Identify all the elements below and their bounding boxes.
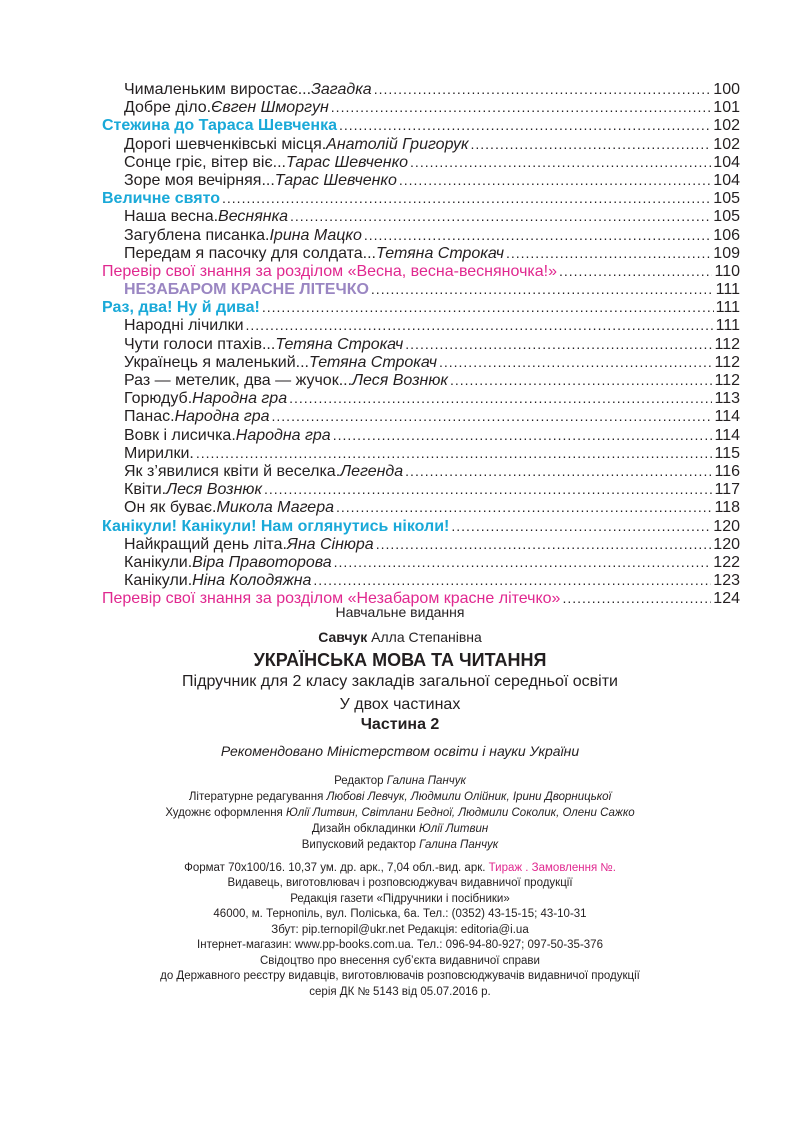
- edition-type: Навчальне видання: [335, 604, 465, 620]
- dot-leader: [376, 535, 712, 553]
- dot-leader: [262, 298, 714, 316]
- toc-author: Тарас Шевченко: [285, 153, 409, 171]
- toc-page-number: 102: [713, 135, 740, 153]
- toc-section-heading: [102, 116, 740, 134]
- toc-author: Анатолій Григорук: [326, 135, 469, 153]
- toc-author: Євген Шморгун: [211, 99, 329, 117]
- toc-entry: [102, 171, 740, 189]
- parts-note: У двох частинах: [339, 696, 461, 713]
- toc-title: Українець я маленький...: [124, 353, 309, 371]
- toc-title: Найкращий день літа.: [124, 535, 287, 553]
- toc-title: Величне свято: [102, 190, 221, 208]
- toc-page-number: 117: [714, 481, 740, 499]
- toc-page-number: 111: [715, 299, 740, 317]
- toc-title: Добре діло.: [124, 99, 212, 117]
- toc-entry: [102, 80, 740, 98]
- toc-entry: [102, 498, 740, 516]
- author-name: Алла Степанівна: [367, 629, 482, 645]
- toc-page-number: 115: [714, 444, 740, 462]
- toc-title: Сонце гріє, вітер віє...: [124, 153, 286, 171]
- toc-page-number: 102: [713, 117, 740, 135]
- toc-title: Передам я пасочку для солдата...: [124, 244, 376, 262]
- toc-entry: [102, 571, 740, 589]
- toc-title: Чути голоси птахів...: [124, 335, 276, 353]
- credit-value: Любові Левчук, Людмили Олійник, Ірини Дворницької: [326, 791, 612, 803]
- dot-leader: [410, 153, 711, 171]
- author-surname: Савчук: [318, 629, 368, 645]
- toc-title: Канікули.: [124, 572, 193, 590]
- toc-author: Народна гра: [192, 390, 288, 408]
- toc-author: Тетяна Строкач: [275, 335, 404, 353]
- toc-section-heading: [102, 517, 740, 535]
- toc-title: Зоре моя вечірняя...: [124, 171, 275, 189]
- format-text: Формат 70x100/16. 10,37 ум. др. арк., 7,04 обл.-вид. арк.: [184, 861, 489, 874]
- publisher-line: до Державного реєстру видавців, виготовлювачів розповсюджувачів видавничої продукції: [160, 970, 640, 982]
- book-subtitle: Підручник для 2 класу закладів загальної середньої освіти: [182, 673, 618, 690]
- toc-title: Вовк і лисичка.: [124, 426, 236, 444]
- toc-entry: [102, 353, 740, 371]
- toc-title: Як з’явилися квіти й веселка.: [124, 462, 341, 480]
- toc-section-heading: [102, 298, 740, 316]
- toc-title: Раз, два! Ну й дива!: [102, 299, 260, 317]
- dot-leader: [289, 389, 712, 407]
- toc-entry: [102, 553, 740, 571]
- dot-leader: [339, 116, 711, 134]
- publisher-line: Інтернет-магазин: www.pp-books.com.ua. Тел.: 096-94-80-927; 097-50-35-376: [197, 939, 603, 951]
- dot-leader: [336, 498, 712, 516]
- toc-author: Легенда: [340, 462, 404, 480]
- publisher-line: Свідоцтво про внесення суб’єкта видавничої справи: [260, 954, 540, 967]
- dot-leader: [405, 335, 712, 353]
- part-number: Частина 2: [360, 716, 440, 733]
- imprint: [0, 603, 800, 999]
- toc-author: Тарас Шевченко: [274, 171, 397, 189]
- toc-page-number: 123: [713, 572, 740, 590]
- toc-entry: [102, 316, 740, 334]
- toc-entry: [102, 207, 740, 225]
- dot-leader: [290, 207, 711, 225]
- toc-title: Канікули! Канікули! Нам оглянутись ніколи!: [102, 517, 450, 535]
- dot-leader: [313, 571, 711, 589]
- publisher-line: Редакція газети «Підручники і посібники»: [290, 892, 510, 905]
- toc-entry: [102, 244, 740, 262]
- format-line: [0, 861, 800, 876]
- dot-leader: [405, 462, 712, 480]
- toc-author: Микола Магера: [216, 499, 334, 517]
- toc-title: Перевір свої знання за розділом «Незабаром красне літечко»: [102, 590, 561, 608]
- dot-leader: [451, 517, 711, 535]
- toc-page-number: 100: [713, 81, 740, 98]
- toc-author: Ірина Мацко: [269, 226, 362, 244]
- dot-leader: [439, 353, 713, 371]
- toc-page-number: 116: [714, 462, 740, 480]
- publisher-line: 46000, м. Тернопіль, вул. Поліська, 6а. Тел.: (0352) 43-15-15; 43-10-31: [213, 908, 587, 920]
- toc-title: Наша весна.: [124, 208, 219, 226]
- publisher-line: серія ДК № 5143 від 05.07.2016 р.: [309, 985, 491, 998]
- toc-page-number: 120: [713, 517, 740, 535]
- toc-check-heading: [102, 262, 740, 280]
- toc-author: Леся Вознюк: [352, 372, 448, 389]
- dot-leader: [559, 262, 712, 280]
- toc-author: Яна Сінюра: [286, 535, 374, 553]
- publisher-line: Видавець, виготовлювач і розповсюджувач видавничої продукції: [227, 877, 573, 889]
- toc-entry: [102, 389, 740, 407]
- dot-leader: [506, 244, 711, 262]
- credit-label: Редактор: [334, 775, 387, 787]
- toc-title: Горюдуб.: [124, 390, 193, 408]
- toc-page-number: 118: [714, 499, 740, 517]
- dot-leader: [222, 189, 711, 207]
- toc-entry: [102, 535, 740, 553]
- toc-title: Стежина до Тараса Шевченка: [102, 117, 337, 135]
- toc-author: Народна гра: [235, 426, 331, 444]
- toc-page-number: 101: [713, 99, 740, 117]
- credit-label: Художнє оформлення: [165, 807, 286, 819]
- toc-page-number: 124: [713, 590, 740, 608]
- credit-label: Літературне редагування: [188, 791, 327, 803]
- toc-title: Раз — метелик, два — жучок...: [124, 372, 353, 389]
- toc-author: Віра Правоторова: [192, 553, 332, 571]
- dot-leader: [471, 135, 712, 153]
- toc-page-number: 105: [713, 190, 740, 208]
- credit-line: [0, 790, 800, 805]
- toc-title: Дорогі шевченківські місця.: [124, 135, 327, 153]
- credit-label: Дизайн обкладинки: [311, 823, 420, 835]
- toc-title: Загублена писанка.: [124, 226, 270, 244]
- credit-line: [0, 774, 800, 789]
- toc-author: Веснянка: [218, 208, 289, 226]
- toc-page-number: 111: [715, 317, 740, 335]
- toc-title: Панас.: [124, 408, 175, 426]
- toc-page-number: 104: [713, 153, 740, 171]
- toc-author: Тетяна Строкач: [376, 244, 504, 262]
- toc-page-number: 110: [714, 262, 740, 280]
- toc-page-number: 106: [713, 226, 740, 244]
- toc-page-number: 112: [714, 353, 740, 371]
- dot-leader: [371, 280, 714, 298]
- dot-leader: [264, 480, 712, 498]
- toc-author: Леся Вознюк: [166, 481, 262, 499]
- recommendation: Рекомендовано Міністерством освіти і науки України: [220, 743, 580, 759]
- publisher-info: [0, 876, 800, 999]
- toc-page-number: 112: [714, 372, 740, 389]
- toc-page-number: 120: [713, 535, 740, 553]
- dot-leader: [334, 553, 712, 571]
- dot-leader: [331, 98, 712, 116]
- toc-author: Народна гра: [174, 408, 270, 426]
- dot-leader: [399, 171, 711, 189]
- toc-title: Канікули.: [124, 553, 193, 571]
- credits: [0, 774, 800, 853]
- toc-page-number: 112: [714, 335, 740, 353]
- publisher-line: Збут: pip.ternopil@ukr.net Редакція: editoria@i.ua: [271, 923, 529, 936]
- toc-summer-heading: [102, 280, 740, 298]
- toc-entry: [102, 407, 740, 425]
- toc-entry: [102, 462, 740, 480]
- dot-leader: [272, 407, 713, 425]
- toc-page-number: 105: [713, 208, 740, 226]
- dot-leader: [196, 444, 713, 462]
- toc-title: Он як буває.: [124, 499, 217, 517]
- toc-entry: [102, 444, 740, 462]
- toc-entry: [102, 98, 740, 116]
- dot-leader: [333, 426, 713, 444]
- dot-leader: [374, 80, 712, 98]
- credit-value: Галина Панчук: [386, 775, 466, 787]
- credit-value: Юлії Литвин, Світлани Бедної, Людмили Соколик, Олени Сажко: [285, 807, 635, 819]
- toc-page-number: 113: [714, 390, 740, 408]
- toc-entry: [102, 480, 740, 498]
- toc-entry: [102, 226, 740, 244]
- toc-title: Мирилки.: [124, 444, 194, 462]
- dot-leader: [246, 316, 714, 334]
- credit-value: Галина Панчук: [419, 839, 499, 851]
- toc-page-number: 114: [714, 426, 740, 444]
- toc-author: Ніна Колодяжна: [192, 572, 312, 590]
- toc-page-number: 111: [715, 281, 740, 299]
- print-run: Тираж . Замовлення №.: [488, 861, 616, 874]
- credit-value: Юлії Литвин: [419, 823, 489, 835]
- toc-page-number: 114: [714, 408, 740, 426]
- toc-title: НЕЗАБАРОМ КРАСНЕ ЛІТЕЧКО: [124, 281, 369, 299]
- credit-line: [0, 806, 800, 821]
- toc-title: Чималеньким виростає...: [124, 81, 312, 98]
- toc-author: Тетяна Строкач: [309, 353, 437, 371]
- toc-entry: [102, 426, 740, 444]
- toc-title: Перевір свої знання за розділом «Весна, весна-весняночка!»: [102, 262, 557, 280]
- toc-entry: [102, 153, 740, 171]
- toc-entry: [102, 371, 740, 389]
- toc-page-number: 104: [713, 171, 740, 189]
- toc-page-number: 122: [713, 553, 740, 571]
- toc-title: Квіти.: [124, 481, 167, 499]
- credit-label: Випусковий редактор: [301, 839, 420, 851]
- toc-author: Загадка: [311, 81, 372, 98]
- credit-line: [0, 822, 800, 837]
- credit-line: [0, 838, 800, 853]
- dot-leader: [364, 226, 711, 244]
- toc-section-heading: [102, 189, 740, 207]
- toc-entry: [102, 335, 740, 353]
- toc-entry: [102, 135, 740, 153]
- author-line: [0, 628, 800, 646]
- toc-title: Народні лічилки: [124, 317, 244, 335]
- table-of-contents: [102, 80, 740, 607]
- toc-page-number: 109: [713, 244, 740, 262]
- dot-leader: [450, 371, 713, 389]
- book-title: УКРАЇНСЬКА МОВА ТА ЧИТАННЯ: [253, 650, 547, 670]
